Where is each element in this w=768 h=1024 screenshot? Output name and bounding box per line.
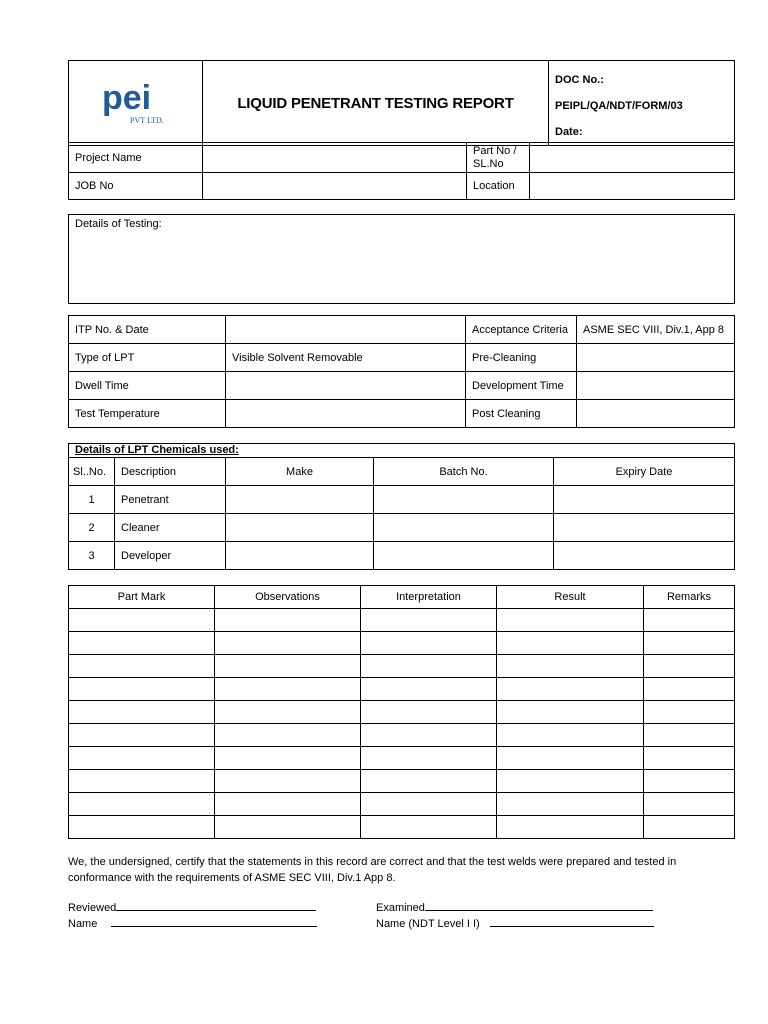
precleaning-label: Pre-Cleaning (466, 344, 577, 372)
table-row (69, 486, 735, 514)
development-label: Development Time (466, 372, 577, 400)
remarks-cell[interactable] (644, 632, 735, 655)
remarks-cell[interactable] (644, 724, 735, 747)
part-mark-cell[interactable] (69, 770, 215, 793)
col-header-make: Make (226, 458, 374, 486)
col-header-result: Result (497, 586, 644, 609)
result-cell[interactable] (497, 678, 644, 701)
part-mark-cell[interactable] (69, 793, 215, 816)
row-description: Cleaner (115, 514, 226, 542)
col-header-description: Description (115, 458, 226, 486)
dwell-label: Dwell Time (69, 372, 226, 400)
postcleaning-field[interactable] (577, 400, 735, 428)
batch-field[interactable] (374, 514, 554, 542)
part-mark-cell[interactable] (69, 747, 215, 770)
signature-left (68, 900, 317, 932)
project-table (68, 142, 735, 200)
interpretation-cell[interactable] (361, 724, 497, 747)
observations-cell[interactable] (215, 678, 361, 701)
row-description: Developer (115, 542, 226, 570)
name-ndt-label: Name (NDT Level I I) (376, 918, 480, 930)
name-ndt-line[interactable] (490, 916, 654, 927)
chemicals-title: Details of LPT Chemicals used: (69, 444, 735, 458)
observations-cell[interactable] (215, 701, 361, 724)
observations-cell[interactable] (215, 655, 361, 678)
part-mark-cell[interactable] (69, 609, 215, 632)
acceptance-value[interactable]: ASME SEC VIII, Div.1, App 8 (577, 316, 735, 344)
report-title: LIQUID PENETRANT TESTING REPORT (203, 61, 549, 146)
batch-field[interactable] (374, 486, 554, 514)
table-row (69, 655, 735, 678)
name-line[interactable] (111, 916, 317, 927)
logo-cell (69, 61, 203, 146)
row-description: Penetrant (115, 486, 226, 514)
observations-cell[interactable] (215, 793, 361, 816)
result-cell[interactable] (497, 724, 644, 747)
table-row (69, 747, 735, 770)
col-header-observations: Observations (215, 586, 361, 609)
remarks-cell[interactable] (644, 816, 735, 839)
header-table (68, 60, 735, 146)
table-row (69, 816, 735, 839)
col-header-slno: Sl..No. (69, 458, 115, 486)
certification-text: We, the undersigned, certify that the statements in this record are correct and that the test welds were prepared and tested in conformance with the requirements of ASME SEC VIII, Div.1 App 8. (68, 856, 677, 884)
make-field[interactable] (226, 514, 374, 542)
row-number: 3 (69, 542, 115, 570)
remarks-cell[interactable] (644, 701, 735, 724)
observations-cell[interactable] (215, 770, 361, 793)
job-no-label: JOB No (69, 173, 203, 200)
result-cell[interactable] (497, 816, 644, 839)
col-header-interpretation: Interpretation (361, 586, 497, 609)
table-row (69, 609, 735, 632)
result-cell[interactable] (497, 747, 644, 770)
doc-info (549, 61, 735, 146)
interpretation-cell[interactable] (361, 747, 497, 770)
logo-sub: PVT LTD. (129, 115, 164, 125)
remarks-cell[interactable] (644, 655, 735, 678)
location-label: Location (467, 173, 530, 200)
location-field[interactable] (530, 173, 735, 200)
observations-cell[interactable] (215, 632, 361, 655)
col-header-remarks: Remarks (644, 586, 735, 609)
row-number: 2 (69, 514, 115, 542)
part-mark-cell[interactable] (69, 816, 215, 839)
remarks-cell[interactable] (644, 747, 735, 770)
part-mark-cell[interactable] (69, 655, 215, 678)
itp-field[interactable] (226, 316, 466, 344)
interpretation-cell[interactable] (361, 609, 497, 632)
col-header-part-mark: Part Mark (69, 586, 215, 609)
make-field[interactable] (226, 542, 374, 570)
result-cell[interactable] (497, 632, 644, 655)
project-name-label: Project Name (69, 143, 203, 173)
remarks-cell[interactable] (644, 609, 735, 632)
interpretation-cell[interactable] (361, 678, 497, 701)
job-no-field[interactable] (203, 173, 467, 200)
examined-line[interactable] (425, 900, 653, 911)
type-value[interactable]: Visible Solvent Removable (226, 344, 466, 372)
expiry-field[interactable] (554, 514, 735, 542)
chemicals-table (68, 443, 735, 570)
result-cell[interactable] (497, 701, 644, 724)
remarks-cell[interactable] (644, 793, 735, 816)
acceptance-label: Acceptance Criteria (466, 316, 577, 344)
col-header-expiry: Expiry Date (554, 458, 735, 486)
observations-cell[interactable] (215, 609, 361, 632)
reviewed-label: Reviewed (68, 902, 117, 914)
interpretation-cell[interactable] (361, 816, 497, 839)
table-row (69, 514, 735, 542)
reviewed-line[interactable] (116, 900, 316, 911)
result-cell[interactable] (497, 793, 644, 816)
results-table (68, 585, 735, 839)
expiry-field[interactable] (554, 486, 735, 514)
project-name-field[interactable] (203, 143, 467, 173)
part-mark-cell[interactable] (69, 724, 215, 747)
row-number: 1 (69, 486, 115, 514)
col-header-batch: Batch No. (374, 458, 554, 486)
precleaning-field[interactable] (577, 344, 735, 372)
result-cell[interactable] (497, 655, 644, 678)
company-logo (96, 79, 176, 125)
table-row (69, 632, 735, 655)
examined-label: Examined (376, 902, 425, 914)
result-cell[interactable] (497, 609, 644, 632)
part-mark-cell[interactable] (69, 678, 215, 701)
part-mark-cell[interactable] (69, 701, 215, 724)
details-table (68, 214, 735, 304)
table-row (69, 724, 735, 747)
date-label: Date: (555, 126, 583, 138)
interpretation-cell[interactable] (361, 701, 497, 724)
dwell-field[interactable] (226, 372, 466, 400)
params-table (68, 315, 735, 428)
table-row (69, 793, 735, 816)
interpretation-cell[interactable] (361, 770, 497, 793)
logo-text: pei (101, 78, 151, 117)
table-row (69, 770, 735, 793)
expiry-field[interactable] (554, 542, 735, 570)
part-no-field[interactable] (530, 143, 735, 173)
type-label: Type of LPT (69, 344, 226, 372)
table-row (69, 701, 735, 724)
batch-field[interactable] (374, 542, 554, 570)
development-field[interactable] (577, 372, 735, 400)
itp-label: ITP No. & Date (69, 316, 226, 344)
result-cell[interactable] (497, 770, 644, 793)
table-row (69, 542, 735, 570)
temp-field[interactable] (226, 400, 466, 428)
part-mark-cell[interactable] (69, 632, 215, 655)
doc-number: DOC No.: PEIPL/QA/NDT/FORM/03 (555, 74, 683, 112)
remarks-cell[interactable] (644, 770, 735, 793)
make-field[interactable] (226, 486, 374, 514)
details-of-testing[interactable] (69, 215, 735, 304)
temp-label: Test Temperature (69, 400, 226, 428)
observations-cell[interactable] (215, 724, 361, 747)
remarks-cell[interactable] (644, 678, 735, 701)
interpretation-cell[interactable] (361, 632, 497, 655)
observations-cell[interactable] (215, 747, 361, 770)
observations-cell[interactable] (215, 816, 361, 839)
details-label: Details of Testing: (75, 218, 162, 230)
name-label: Name (68, 918, 98, 930)
signature-right (376, 900, 654, 932)
postcleaning-label: Post Cleaning (466, 400, 577, 428)
interpretation-cell[interactable] (361, 793, 497, 816)
table-row (69, 678, 735, 701)
interpretation-cell[interactable] (361, 655, 497, 678)
part-no-label: Part No / SL.No (467, 143, 530, 173)
